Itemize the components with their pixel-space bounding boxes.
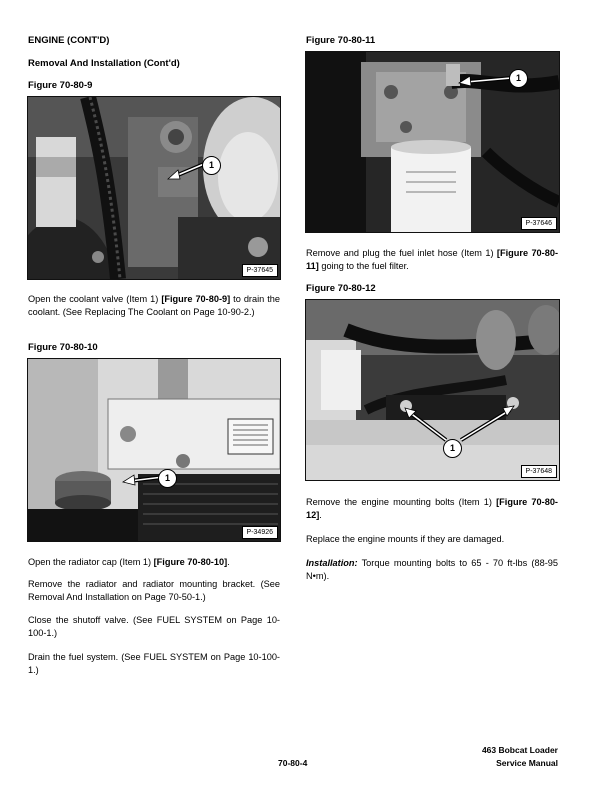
- figure-photo-12: [305, 299, 560, 481]
- paragraph-open-radiator-cap: [28, 556, 280, 569]
- paragraph-plug-fuel-hose: [306, 247, 558, 272]
- figure-photo-10: [27, 358, 281, 542]
- paragraph-close-shutoff-valve: Close the shutoff valve. (See FUEL SYSTEM on Page 10-100-1.): [28, 615, 280, 638]
- paragraph-open-coolant-valve: [28, 293, 280, 318]
- figure-label-11: Figure 70-80-11: [306, 35, 376, 46]
- para-text: going to the fuel filter.: [318, 260, 409, 271]
- callout-1-fig12: 1: [443, 439, 462, 458]
- figure-label-12: Figure 70-80-12: [306, 283, 376, 294]
- callout-1-fig11: 1: [509, 69, 528, 88]
- paragraph-drain-fuel-system: Drain the fuel system. (See FUEL SYSTEM on Page 10-100-1.): [28, 652, 280, 675]
- section-title: ENGINE (CONT'D): [28, 35, 110, 46]
- figure-reference: [Figure 70-80-11]: [306, 248, 559, 271]
- figure-photo-11: [305, 51, 560, 233]
- callout-1-fig10: 1: [158, 469, 177, 488]
- paragraph-installation-torque: [306, 557, 558, 582]
- callout-1-fig9: 1: [202, 156, 221, 175]
- photo-code-fig11: P-37646: [521, 217, 557, 230]
- paragraph-remove-mounting-bolts: [306, 496, 558, 521]
- photo-code-fig12: P-37648: [521, 465, 557, 478]
- paragraph-remove-radiator: Remove the radiator and radiator mounting bracket. (See Removal And Installation on Page 70-50-1.): [28, 579, 280, 602]
- installation-label: Installation:: [306, 558, 358, 568]
- figure-reference: [Figure 70-80-12]: [306, 497, 558, 520]
- subsection-title: Removal And Installation (Cont'd): [28, 58, 180, 69]
- engine-mounting-bolts-illustration: [306, 300, 559, 480]
- footer-model: 463 Bobcat Loader: [481, 745, 558, 755]
- figure-photo-9: [27, 96, 281, 280]
- figure-label-10: Figure 70-80-10: [28, 342, 98, 353]
- para-text: Remove and plug the fuel inlet hose (Item 1): [306, 248, 497, 258]
- para-text: .: [227, 557, 230, 567]
- para-text: to drain the coolant. (See Replacing The Coolant on Page 10-90-2.): [28, 294, 281, 317]
- para-text: Torque mounting bolts to 65 - 70 ft-lbs (88-95 N•m).: [306, 558, 558, 581]
- engine-coolant-valve-illustration: [28, 97, 280, 279]
- para-text: Open the coolant valve (Item 1): [28, 294, 162, 304]
- photo-code-fig10: P-34926: [242, 526, 278, 539]
- footer-doc-title: Service Manual: [496, 758, 558, 768]
- photo-code-fig9: P-37645: [242, 264, 278, 277]
- figure-reference: [Figure 70-80-10]: [153, 557, 228, 567]
- radiator-cap-illustration: [28, 359, 280, 541]
- figure-reference: [Figure 70-80-9]: [161, 294, 231, 304]
- para-text: Remove the engine mounting bolts (Item 1): [306, 497, 497, 507]
- page-number: 70-80-4: [278, 758, 308, 768]
- paragraph-replace-mounts: Replace the engine mounts if they are damaged.: [306, 534, 505, 544]
- para-text: Open the radiator cap (Item 1): [28, 557, 154, 567]
- para-text: .: [319, 509, 322, 520]
- figure-label-9: Figure 70-80-9: [28, 80, 93, 91]
